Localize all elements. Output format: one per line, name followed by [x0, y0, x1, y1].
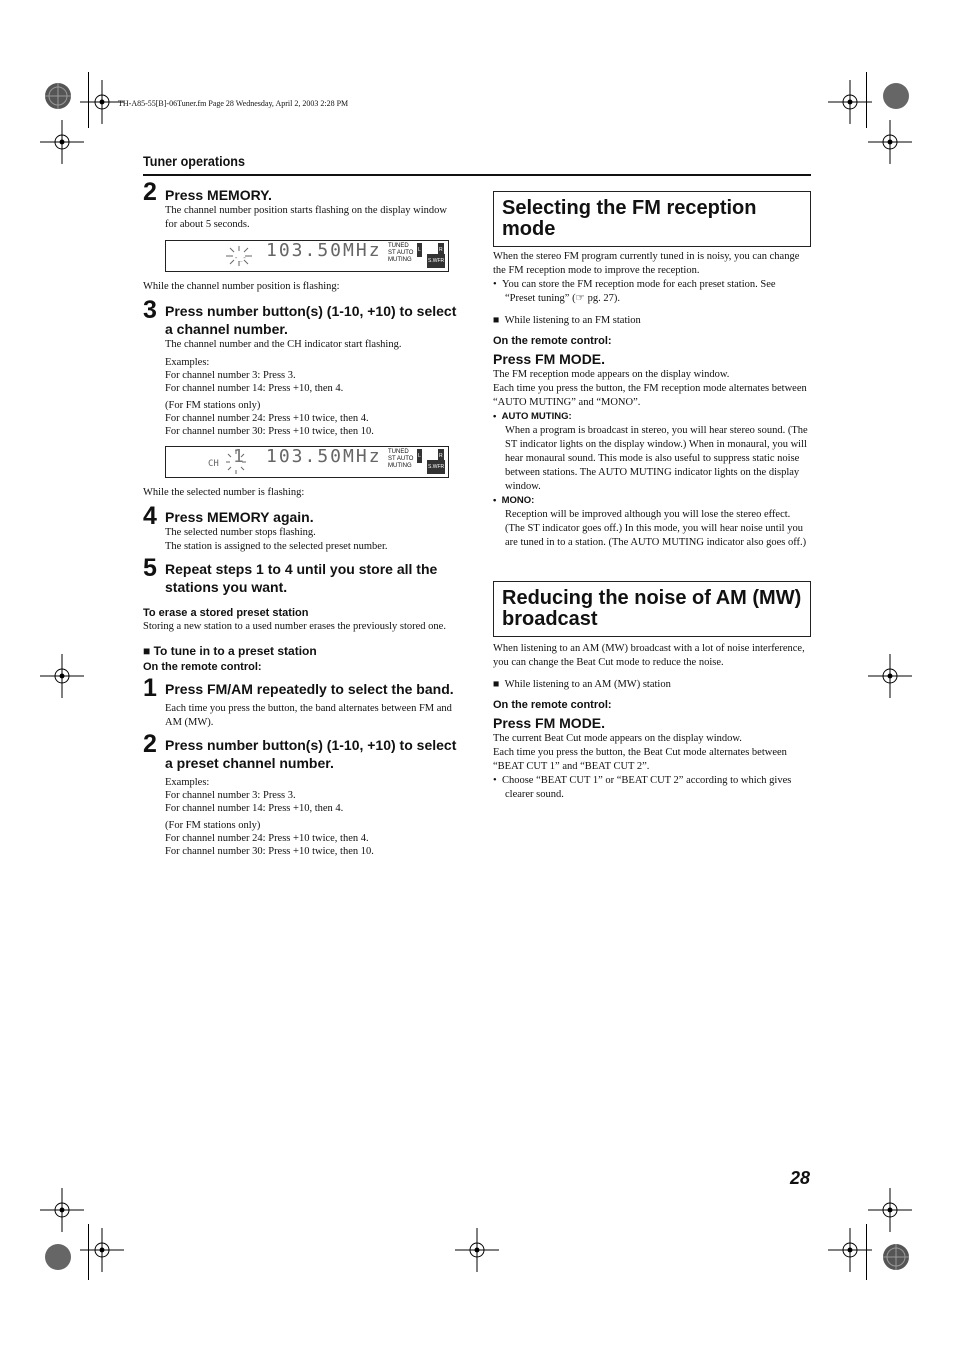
step-number: 5: [143, 554, 157, 582]
remote-label: On the remote control:: [493, 699, 612, 711]
lcd-badge-r: R: [438, 449, 444, 463]
erase-text: Storing a new station to a used number erases the previously stored one.: [143, 621, 446, 632]
lcd-badge-l: L: [417, 449, 422, 463]
square-bullet-icon: ■: [143, 644, 154, 658]
fm-intro: When the stereo FM program currently tuned in is noisy, you can change the FM reception mode to improve the reception.: [493, 251, 800, 276]
gray-disc-icon: [44, 1243, 72, 1271]
am-bullet: • Choose “BEAT CUT 1” or “BEAT CUT 2” according to which gives clearer sound.: [493, 775, 792, 800]
tune-step-2: 2 Press number button(s) (1-10, +10) to select a preset channel number. Examples: For channel number 3: Press 3. For channel number 14: Press +10, then 4. (For FM stations only) For channel number 24: Press +10 twice, then 4. For channel number 30: Press +10 twice, then 10.: [143, 730, 457, 857]
step-title: Press number button(s) (1-10, +10) to select a channel number.: [165, 303, 457, 337]
step-number: 1: [143, 674, 157, 702]
display-window-illustration: [165, 240, 449, 272]
header-rule: [143, 174, 811, 176]
registration-crosshair-icon: [80, 1228, 124, 1272]
page-number: 28: [790, 1168, 811, 1188]
lcd-badge-l: L: [417, 243, 422, 257]
remote-label: On the remote control:: [493, 335, 612, 347]
step-title: Press MEMORY.: [165, 187, 272, 203]
tune-heading: ■ To tune in to a preset station: [143, 644, 317, 658]
am-while: ■ While listening to an AM (MW) station: [493, 679, 671, 690]
mono-text: Reception will be improved although you will lose the stereo effect. (The ST indicator goes off.) In this mode, you will hear noise until you are tuned in to a station. (The AUTO MUTING indicator also goes off.): [505, 509, 807, 548]
fm-mode-heading: Selecting the FM reception mode: [493, 191, 811, 247]
step-3-number: 3 Press number button(s) (1-10, +10) to select a channel number. The channel number and the CH indicator start flashing. Examples: For channel number 3: Press 3. For channel number 14: Press +10, then 4. (For FM stations only) For channel number 24: Press +10 twice, then 4. For channel number 30: Press +10 twice, then 10.: [143, 296, 457, 437]
registration-crosshair-icon: [868, 120, 912, 164]
step-number: 2: [143, 178, 157, 206]
step-number: 3: [143, 296, 157, 324]
lcd-badge-r: R: [438, 243, 444, 257]
step-text: The channel number position starts flashing on the display window for about 5 seconds.: [165, 205, 447, 230]
registration-crosshair-icon: [40, 1188, 84, 1232]
registration-crosshair-icon: [40, 654, 84, 698]
step-2-memory: [143, 178, 458, 232]
color-target-icon: [882, 1243, 910, 1271]
file-info: TH-A85-55[B]-06Tuner.fm Page 28 Wednesday, April 2, 2003 2:28 PM: [118, 99, 349, 108]
lcd-frequency: 103.50MHz: [266, 240, 382, 261]
caption: While the channel number position is flashing:: [143, 281, 340, 292]
step-title: Repeat steps 1 to 4 until you store all the stations you want.: [165, 561, 438, 595]
step-text: The channel number and the CH indicator start flashing.: [165, 339, 402, 350]
am-noise-section: When listening to an AM (MW) broadcast with a lot of noise interference, you can change the Beat Cut mode to reduce the noise. ■ While listening to an AM (MW) station On the remote control: Press FM MODE. The current Beat Cut mode appears on the display window. Each time you press the button, the Beat Cut mode alternates between “BEAT CUT 1” and “BEAT CUT 2”. • Choose “BEAT CUT 1” or “BEAT CUT 2” according to which gives clearer sound.: [493, 642, 808, 802]
step-title: Press number button(s) (1-10, +10) to select a preset channel number.: [165, 737, 457, 771]
auto-muting-head: • AUTO MUTING:: [493, 411, 572, 422]
square-bullet-icon: ■: [493, 315, 505, 326]
trim-line: [866, 1224, 867, 1280]
registration-crosshair-icon: [455, 1228, 499, 1272]
lcd-badge-swfr: S.WFR: [427, 254, 445, 268]
step-title: Press FM/AM repeatedly to select the band.: [165, 681, 454, 697]
gray-disc-icon: [882, 82, 910, 110]
fm-bullet: • You can store the FM reception mode for each preset station. See “Preset tuning” (☞ pg. 27).: [493, 279, 776, 304]
lcd-frequency: 103.50MHz: [266, 446, 382, 467]
step-number: 2: [143, 730, 157, 758]
fm-mode-section: When the stereo FM program currently tuned in is noisy, you can change the FM reception mode to improve the reception. • You can store the FM reception mode for each preset station. See “Preset tuning” (☞ pg. 27). ■ While listening to an FM station On the remote control: Press FM MODE. The FM reception mode appears on the display window. Each time you press the button, the FM reception mode alternates between “AUTO MUTING” and “MONO”. • AUTO MUTING: When a program is broadcast in stereo, you will hear stereo sound. (The ST indicator lights on the display window.) When in monaural, you will hear monaural sound. This mode is also useful to suppress static noise between stations. The AUTO MUTING indicator lights on the display window. • MONO: Reception will be improved although you will lose the stereo effect. (The ST indicator goes off.) In this mode, you will hear noise until you are tuned in to a station. (The AUTO MUTING indicator also goes off.): [493, 251, 808, 548]
step-number: 4: [143, 502, 157, 530]
mono-head: • MONO:: [493, 495, 535, 506]
left-column: [143, 178, 458, 858]
section-title: Tuner operations: [143, 153, 245, 169]
fm-while: ■ While listening to an FM station: [493, 315, 641, 326]
step-text: Each time you press the button, the band alternates between FM and AM (MW).: [165, 703, 452, 728]
square-bullet-icon: ■: [493, 679, 505, 690]
lcd-indicators: TUNED ST AUTO MUTING: [388, 449, 414, 469]
lcd-channel: 1: [233, 446, 244, 467]
remote-label: On the remote control:: [143, 661, 262, 673]
auto-muting-text: When a program is broadcast in stereo, you will hear stereo sound. (The ST indicator lights on the display window.) When in monaural, you will hear monaural sound. This mode is also useful to suppress static noise between stations. The AUTO MUTING indicator lights on the display window.: [505, 425, 808, 492]
trim-line: [866, 72, 867, 128]
svg-text:CH: CH: [208, 459, 219, 469]
trim-line: [88, 72, 89, 128]
registration-crosshair-icon: [868, 1188, 912, 1232]
caption: While the selected number is flashing:: [143, 487, 305, 498]
lcd-indicators: TUNED ST AUTO MUTING: [388, 243, 414, 263]
press-fm-mode: Press FM MODE.: [493, 351, 606, 367]
flash-rays-icon: [222, 244, 256, 268]
registration-crosshair-icon: [868, 654, 912, 698]
step-4-memory-again: 4 Press MEMORY again. The selected number stops flashing. The station is assigned to the selected preset number.: [143, 508, 458, 554]
erase-heading: To erase a stored preset station: [143, 607, 309, 619]
color-target-icon: [44, 82, 72, 110]
step-title: Press MEMORY again.: [165, 509, 314, 525]
tune-step-1: [143, 674, 458, 730]
am-noise-heading: Reducing the noise of AM (MW) broadcast: [493, 581, 811, 637]
registration-crosshair-icon: [40, 120, 84, 164]
svg-text:-_-: -_-: [234, 254, 247, 262]
flash-rays-icon: [206, 446, 256, 475]
press-fm-mode: Press FM MODE.: [493, 715, 606, 731]
am-intro: When listening to an AM (MW) broadcast with a lot of noise interference, you can change the Beat Cut mode to reduce the noise.: [493, 643, 805, 668]
step-5-repeat: [143, 554, 458, 596]
trim-line: [88, 1224, 89, 1280]
lcd-badge-swfr: S.WFR: [427, 460, 445, 474]
display-window-illustration: [165, 446, 449, 478]
